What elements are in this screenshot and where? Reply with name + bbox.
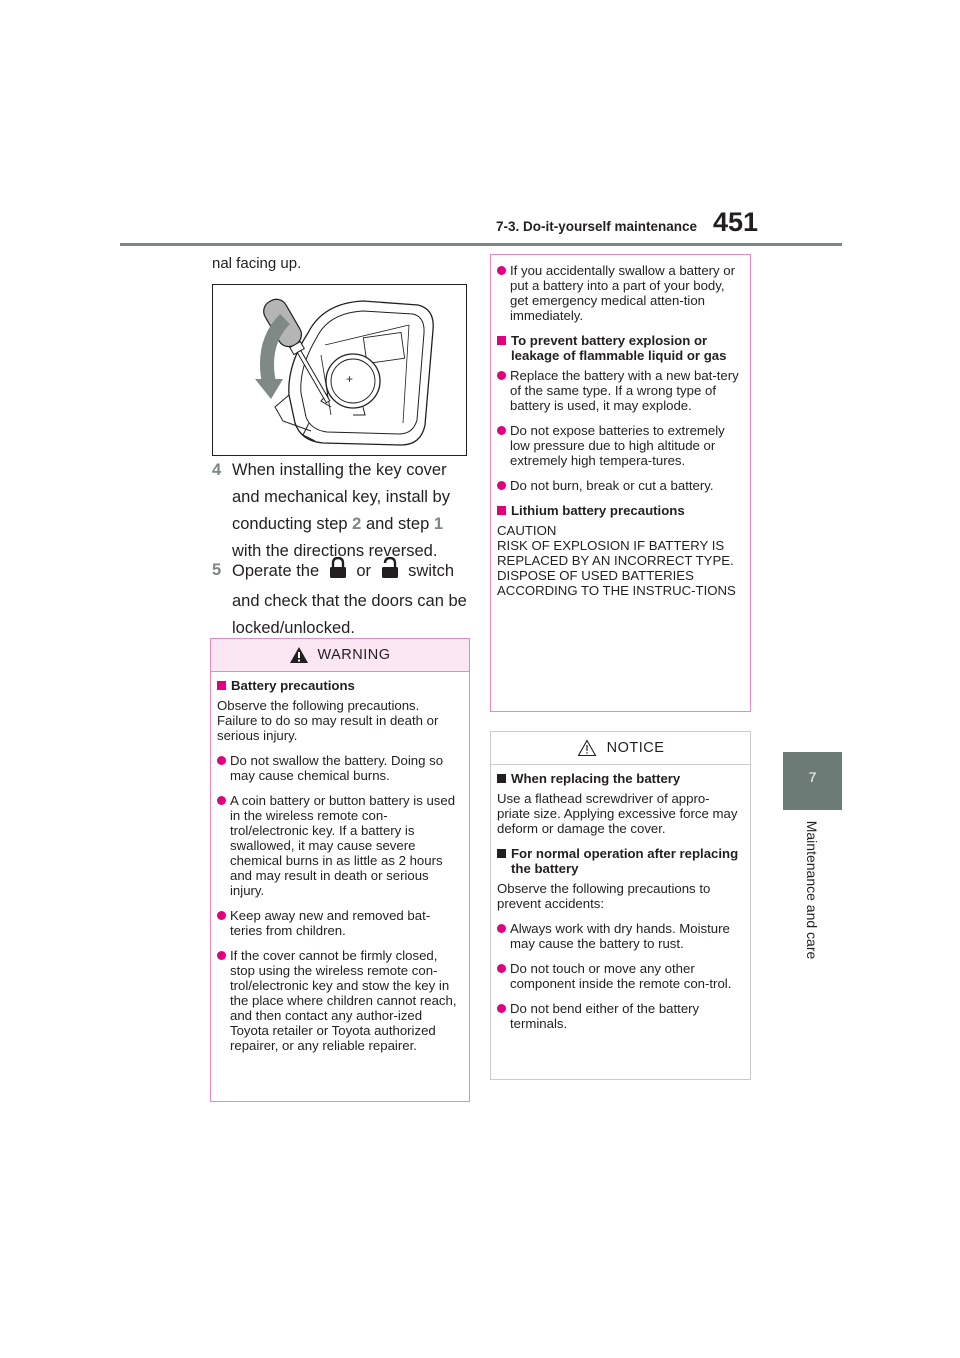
notice-box (490, 731, 751, 1080)
step-number: 5 (212, 561, 222, 579)
notice-paragraph: Use a flathead screwdriver of appro-priate size. Applying excessive force may deform or damage the cover. (497, 791, 738, 836)
warning-box (210, 638, 470, 1102)
bullet-icon (497, 426, 506, 435)
bullet-icon (217, 911, 226, 920)
bullet-icon (497, 481, 506, 490)
caution-text: CAUTION RISK OF EXPLOSION IF BATTERY IS REPLACED BY AN INCORRECT TYPE. DISPOSE OF USED BATTERIES ACCORDING TO THE INSTRUC-TIONS (497, 523, 736, 598)
list-item (497, 921, 742, 951)
section-title: 7-3. Do-it-yourself maintenance (496, 219, 698, 234)
key-screwdriver-illustration (213, 285, 466, 455)
step-text (232, 557, 470, 642)
chapter-tab: 7 (783, 752, 842, 810)
notice-heading (497, 846, 742, 876)
lock-icon (328, 557, 348, 588)
warning-heading (217, 678, 461, 693)
warning-triangle-icon (289, 646, 309, 664)
chapter-label: Maintenance and care (804, 820, 820, 960)
list-item-text: Do not bend either of the battery terminals. (510, 1001, 700, 1031)
step-text-part: and step (361, 515, 434, 533)
heading-text: When replacing the battery (511, 771, 681, 786)
step-4 (212, 457, 470, 565)
step-5 (212, 557, 470, 642)
heading-text: Lithium battery precautions (511, 503, 685, 518)
list-item (217, 908, 461, 938)
warning-title: WARNING (317, 647, 391, 663)
warning-continued-box (490, 254, 751, 712)
step-text-part: switch and check that the doors can be locked/unlocked. (232, 562, 467, 637)
notice-paragraph: Observe the following precautions to prevent accidents: (497, 881, 711, 911)
list-item (497, 478, 742, 493)
square-bullet-icon (497, 774, 506, 783)
list-item-text: Always work with dry hands. Moisture may cause the battery to rust. (510, 921, 730, 951)
notice-triangle-icon (577, 739, 597, 757)
bullet-icon (217, 796, 226, 805)
bullet-icon (497, 371, 506, 380)
list-item (497, 263, 742, 323)
heading-text: To prevent battery explosion or leakage of flammable liquid or gas (511, 333, 727, 363)
heading-text: For normal operation after replacing the battery (511, 846, 739, 876)
list-item (217, 948, 461, 1053)
list-item (497, 423, 742, 468)
step-text-part: Operate the (232, 562, 324, 580)
notice-title: NOTICE (606, 740, 665, 756)
bullet-icon (217, 951, 226, 960)
warning-heading (497, 333, 742, 363)
list-item-text: Replace the battery with a new bat-tery of the same type. If a wrong type of battery is used, it may explode. (510, 368, 739, 413)
list-item (497, 961, 742, 991)
heading-text: Battery precautions (231, 678, 355, 693)
bullet-icon (497, 266, 506, 275)
square-bullet-icon (217, 681, 226, 690)
step-number: 4 (212, 461, 222, 479)
square-bullet-icon (497, 336, 506, 345)
bullet-icon (497, 1004, 506, 1013)
notice-title-bar (491, 732, 750, 765)
step-text-part: or (351, 562, 376, 580)
warning-intro: Observe the following precautions. Failure to do so may result in death or serious injury. (217, 698, 439, 743)
header-rule (120, 243, 842, 246)
step-text-part: When installing the key cover and mechanical key, install by conducting step (232, 461, 450, 533)
step-text-part: with the directions reversed. (232, 542, 438, 560)
list-item (497, 368, 742, 413)
list-item-text: A coin battery or button battery is used in the wireless remote con-trol/electronic key. If a battery is swallowed, it may cause severe chemical burns in as little as 2 hours and may result in death or serious injury. (230, 793, 456, 898)
list-item (217, 793, 461, 898)
bullet-icon (497, 924, 506, 933)
list-item-text: Do not expose batteries to extremely low pressure due to high altitude or extremely high tempera-tures. (510, 423, 725, 468)
square-bullet-icon (497, 849, 506, 858)
list-item-text: Do not burn, break or cut a battery. (510, 478, 714, 493)
list-item-text: Do not touch or move any other component inside the remote con-trol. (510, 961, 732, 991)
bullet-icon (497, 964, 506, 973)
page-number: 451 (713, 207, 759, 237)
step-ref: 1 (433, 515, 444, 533)
warning-heading (497, 503, 742, 518)
list-item-text: Do not swallow the battery. Doing so may cause chemical burns. (230, 753, 444, 783)
svg-text:+: + (346, 372, 354, 386)
list-item-text: Keep away new and removed bat-teries from children. (230, 908, 431, 938)
step-ref: 2 (352, 515, 362, 533)
list-item (217, 753, 461, 783)
unlock-icon (380, 557, 400, 588)
list-item-text: If you accidentally swallow a battery or put a battery into a part of your body, get emergency medical atten-tion immediately. (510, 263, 736, 323)
lead-text: nal facing up. (212, 255, 302, 272)
step-text (232, 457, 470, 565)
square-bullet-icon (497, 506, 506, 515)
bullet-icon (217, 756, 226, 765)
list-item-text: If the cover cannot be firmly closed, stop using the wireless remote con-trol/electronic key and stow the key in the place where children cannot reach, and then contact any author-ized Toyota retailer or Toyota authorized repairer, or any reliable repairer. (230, 948, 457, 1053)
list-item (497, 1001, 742, 1031)
notice-heading (497, 771, 742, 786)
warning-title-bar (211, 639, 469, 672)
key-battery-illustration (212, 284, 467, 456)
